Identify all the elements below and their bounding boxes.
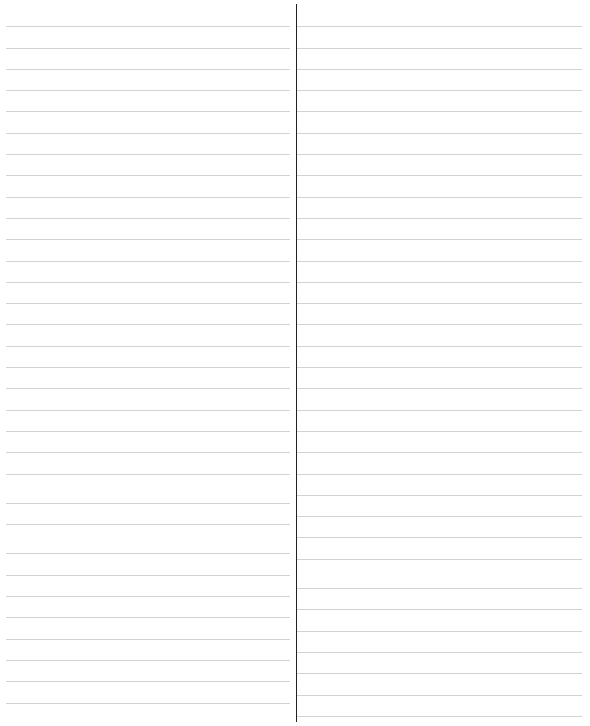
text-line xyxy=(6,347,290,368)
text-line xyxy=(296,283,582,304)
text-line xyxy=(296,112,582,133)
text-line xyxy=(296,240,582,261)
text-line xyxy=(6,304,290,325)
paragraph-gap xyxy=(6,525,290,533)
text-line xyxy=(6,576,290,597)
text-line xyxy=(6,618,290,639)
text-line xyxy=(296,368,582,389)
text-line xyxy=(6,134,290,155)
text-line xyxy=(296,653,582,674)
text-line xyxy=(6,198,290,219)
text-line xyxy=(6,411,290,432)
text-line xyxy=(296,717,582,722)
text-line xyxy=(296,610,582,631)
text-line xyxy=(296,589,582,610)
verse-line xyxy=(6,504,290,525)
text-line xyxy=(296,304,582,325)
text-line xyxy=(296,27,582,48)
verse-line xyxy=(6,483,290,504)
text-line xyxy=(6,325,290,346)
text-line xyxy=(6,27,290,48)
text-line xyxy=(6,640,290,661)
text-line xyxy=(296,49,582,70)
text-line xyxy=(296,496,582,517)
text-line xyxy=(6,240,290,261)
text-line xyxy=(6,453,290,474)
text-line xyxy=(296,453,582,474)
text-line xyxy=(6,6,290,27)
text-line xyxy=(296,411,582,432)
text-line xyxy=(296,389,582,410)
text-line xyxy=(296,176,582,197)
text-line xyxy=(6,554,290,575)
right-text-column xyxy=(296,6,582,722)
text-line xyxy=(296,198,582,219)
text-line xyxy=(296,517,582,538)
text-line xyxy=(6,219,290,240)
text-line xyxy=(296,632,582,653)
text-line xyxy=(296,538,582,559)
text-line xyxy=(6,597,290,618)
text-line xyxy=(296,91,582,112)
text-line xyxy=(6,368,290,389)
text-line xyxy=(6,661,290,682)
text-line xyxy=(6,533,290,554)
text-line xyxy=(296,475,582,496)
text-line xyxy=(296,347,582,368)
text-line xyxy=(6,70,290,91)
text-line xyxy=(6,682,290,703)
left-text-column xyxy=(6,6,290,722)
text-line xyxy=(6,262,290,283)
text-line xyxy=(6,704,290,723)
text-line xyxy=(6,389,290,410)
text-line xyxy=(6,432,290,453)
text-line xyxy=(6,91,290,112)
text-line xyxy=(6,155,290,176)
paragraph-gap xyxy=(296,560,582,568)
text-line xyxy=(296,155,582,176)
text-line xyxy=(6,283,290,304)
text-line xyxy=(296,696,582,717)
text-line xyxy=(296,568,582,589)
column-divider xyxy=(296,4,297,722)
paragraph-gap xyxy=(6,475,290,483)
text-line xyxy=(6,49,290,70)
text-line xyxy=(296,674,582,695)
text-line xyxy=(296,325,582,346)
text-line xyxy=(6,176,290,197)
text-line xyxy=(6,112,290,133)
text-line xyxy=(296,6,582,27)
text-line xyxy=(296,432,582,453)
text-line xyxy=(296,219,582,240)
text-line xyxy=(296,262,582,283)
text-line xyxy=(296,70,582,91)
text-line xyxy=(296,134,582,155)
